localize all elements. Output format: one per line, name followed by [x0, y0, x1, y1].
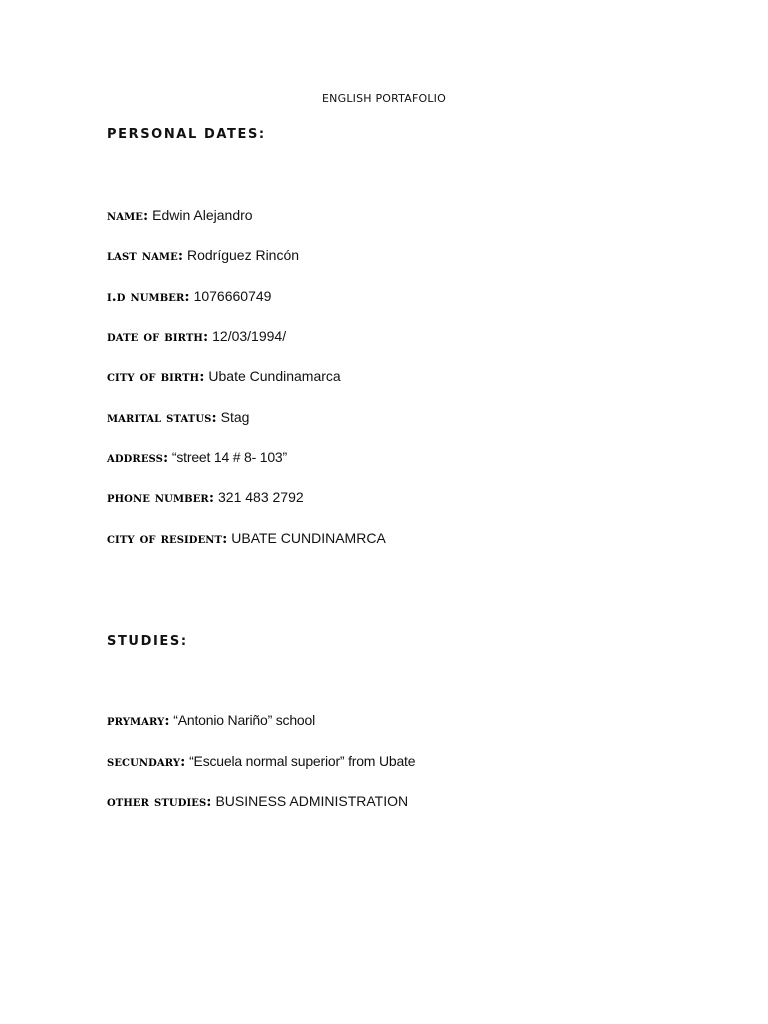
date-of-birth-field [107, 326, 286, 347]
secondary-field [107, 751, 415, 772]
marital-status-field [107, 407, 249, 428]
id-number-field [107, 286, 271, 307]
marital-status-value: Stag [216, 409, 250, 425]
address-value: “street 14 # 8- 103” [168, 449, 287, 465]
id-number-value: 1076660749 [189, 288, 272, 304]
address-field [107, 447, 287, 468]
marital-status-label: marital status: [107, 410, 217, 426]
other-studies-label: other studies: [107, 794, 212, 810]
city-of-resident-field [107, 528, 386, 549]
phone-number-field [107, 487, 304, 508]
last-name-field [107, 245, 299, 266]
date-of-birth-label: date of birth: [107, 329, 209, 345]
secondary-label: secundary: [107, 754, 186, 770]
last-name-value: Rodríguez Rincón [183, 247, 300, 263]
city-of-resident-value: UBATE CUNDINAMRCA [227, 530, 386, 546]
city-of-birth-value: Ubate Cundinamarca [204, 368, 341, 384]
personal-dates-heading: PERSONAL DATES: [107, 127, 266, 142]
document-title: ENGLISH PORTAFOLIO [322, 92, 446, 105]
city-of-birth-field [107, 366, 341, 387]
phone-number-value: 321 483 2792 [214, 489, 304, 505]
other-studies-field [107, 791, 408, 812]
id-number-label: i.d number: [107, 289, 190, 305]
name-label: name: [107, 208, 149, 224]
studies-heading: STUDIES: [107, 634, 188, 649]
phone-number-label: phone number: [107, 490, 215, 506]
address-label: address: [107, 450, 169, 466]
last-name-label: last name: [107, 248, 184, 264]
city-of-resident-label: city of resident: [107, 531, 228, 547]
other-studies-value: BUSINESS ADMINISTRATION [211, 793, 409, 809]
primary-field [107, 710, 315, 731]
date-of-birth-value: 12/03/1994/ [208, 328, 287, 344]
city-of-birth-label: city of birth: [107, 369, 205, 385]
name-field [107, 205, 253, 226]
name-value: Edwin Alejandro [148, 207, 253, 223]
primary-label: prymary: [107, 713, 170, 729]
secondary-value: “Escuela normal superior” from Ubate [185, 753, 416, 769]
primary-value: “Antonio Nariño” school [169, 712, 315, 728]
